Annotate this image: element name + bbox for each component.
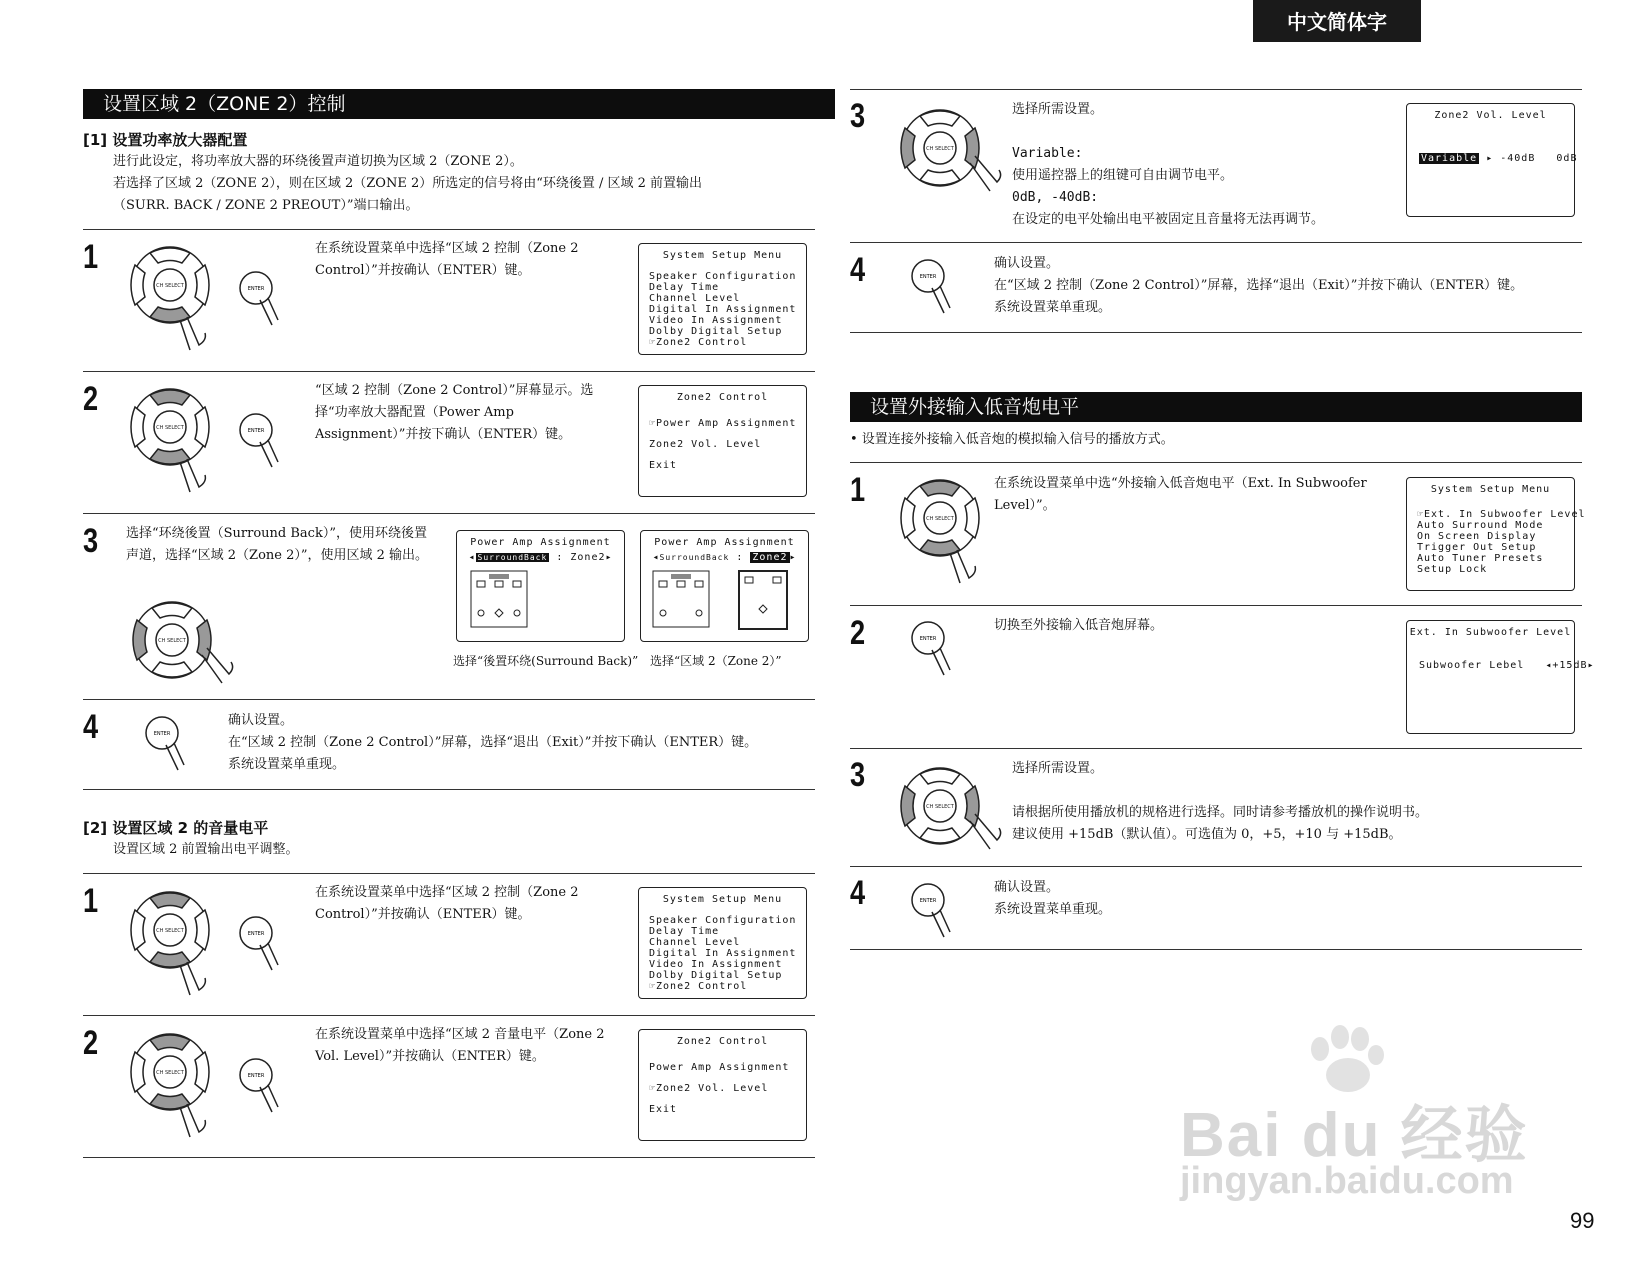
rule [83, 789, 815, 790]
language-tab: 中文简体字 [1253, 0, 1421, 42]
remote-dpad [125, 1032, 235, 1146]
svg-text:ENTER: ENTER [919, 274, 937, 280]
room-diagram-icon [469, 569, 529, 629]
caption-surround-back: 选择“後置环绕(Surround Back)” [453, 654, 639, 668]
rule [850, 748, 1582, 749]
rule [83, 873, 815, 874]
step-number: 2 [850, 614, 866, 652]
step-text: 确认设置。 在“区域 2 控制（Zone 2 Control）”屏幕，选择“退出（Exit）”并按下确认（ENTER）键。 系统设置菜单重现。 [994, 256, 1524, 315]
rule [850, 462, 1582, 463]
rule [850, 89, 1582, 90]
step-number: 2 [83, 380, 99, 418]
enter-button [238, 1057, 298, 1121]
rule [850, 605, 1582, 606]
step-number: 3 [83, 522, 99, 560]
enter-button [910, 258, 970, 322]
rule [850, 949, 1582, 950]
enter-button [910, 882, 970, 946]
svg-text:ENTER: ENTER [247, 1073, 265, 1079]
section-title-ext-subwoofer: 设置外接输入低音炮电平 [850, 392, 1582, 422]
page-number: 99 [1570, 1208, 1595, 1233]
caption-zone2: 选择“区域 2（Zone 2）” [650, 654, 782, 668]
watermark-brand: Bai du 经验 [1180, 1101, 1529, 1170]
rule [83, 371, 815, 372]
remote-dpad [895, 108, 1005, 222]
step-number: 4 [83, 708, 99, 746]
subsection-title-2: [2] 设置区域 2 的音量电平 [83, 819, 269, 837]
svg-text:ENTER: ENTER [247, 931, 265, 937]
screen-power-amp-zone2: Power Amp Assignment ◂SurroundBack : Zone2 ▸ [640, 530, 809, 642]
svg-text:ENTER: ENTER [153, 731, 171, 737]
step-text: 在系统设置菜单中选“外接输入低音炮电平（Ext. In Subwoofer Level）”。 [994, 476, 1367, 513]
enter-button [238, 270, 298, 334]
svg-text:CH SELECT: CH SELECT [158, 638, 186, 644]
svg-text:ENTER: ENTER [919, 636, 937, 642]
screen-power-amp-surroundback: Power Amp Assignment ◂ SurroundBack : Zone2▸ [456, 530, 625, 642]
step-number: 2 [83, 1024, 99, 1062]
screen-zone2-vol-level: Zone2 Vol. Level Variable ▸ -40dB 0dB [1406, 103, 1575, 217]
screen-system-setup-menu: System Setup Menu Speaker Configuration Delay Time Channel Level Digital In Assignment Video In Assignment Dolby Digital Setup ☞Zone2 Control [638, 243, 807, 355]
step-number: 1 [850, 471, 866, 509]
step-number: 4 [850, 251, 866, 289]
svg-text:CH SELECT: CH SELECT [926, 516, 954, 522]
svg-text:CH SELECT: CH SELECT [156, 425, 184, 431]
screen-zone2-control: Zone2 Control Power Amp Assignment ☞Zone2 Vol. Level Exit [638, 1029, 807, 1141]
step-text: 选择所需设置。 Variable: 使用遥控器上的组键可自由调节电平。 0dB, -40dB: 在设定的电平处输出电平被固定且音量将无法再调节。 [1012, 102, 1325, 227]
step-number: 4 [850, 874, 866, 912]
rule [83, 229, 815, 230]
remote-dpad [125, 245, 235, 359]
step-text: 在系统设置菜单中选择“区域 2 控制（Zone 2 Control）”并按确认（ENTER）键。 [315, 241, 579, 278]
svg-text:ENTER: ENTER [919, 898, 937, 904]
watermark-url: jingyan.baidu.com [1180, 1160, 1514, 1202]
svg-text:CH SELECT: CH SELECT [156, 928, 184, 934]
remote-dpad [125, 387, 235, 501]
room-diagram-icon [649, 569, 799, 633]
svg-text:ENTER: ENTER [247, 286, 265, 292]
subsection-title-1: [1] 设置功率放大器配置 [83, 131, 248, 149]
screen-zone2-control: Zone2 Control ☞Power Amp Assignment Zone2 Vol. Level Exit [638, 385, 807, 497]
rule [850, 242, 1582, 243]
step-text: “区域 2 控制（Zone 2 Control）”屏幕显示。选择“功率放大器配置（Power Amp Assignment）”并按下确认（ENTER）键。 [315, 383, 594, 442]
enter-button [238, 412, 298, 476]
svg-text:ENTER: ENTER [247, 428, 265, 434]
rule [850, 866, 1582, 867]
intro-text: 进行此设定，将功率放大器的环绕後置声道切换为区域 2（ZONE 2）。 若选择了区域 2（ZONE 2），则在区域 2（ZONE 2）所选定的信号将由“环绕後置 / 区域 2 前置输出 （SURR. BACK / ZONE 2 PREOUT）”端口输出。 [113, 154, 703, 213]
step-text: 选择“环绕後置（Surround Back）”，使用环绕後置声道，选择“区域 2（Zone 2）”，使用区域 2 输出。 [126, 526, 429, 563]
rule [83, 1157, 815, 1158]
step-text: 在系统设置菜单中选择“区域 2 控制（Zone 2 Control）”并按确认（ENTER）键。 [315, 885, 579, 922]
step-number: 1 [83, 882, 99, 920]
svg-text:CH SELECT: CH SELECT [156, 283, 184, 289]
step-text: 确认设置。 系统设置菜单重现。 [994, 880, 1112, 917]
rule [83, 699, 815, 700]
remote-dpad [125, 890, 235, 1004]
step-number: 3 [850, 97, 866, 135]
step-text: 在系统设置菜单中选择“区域 2 音量电平（Zone 2 Vol. Level）”并按确认（ENTER）键。 [315, 1027, 605, 1064]
step-text: 切换至外接输入低音炮屏幕。 [994, 618, 1164, 633]
rule [850, 332, 1582, 333]
enter-button [144, 715, 204, 779]
screen-system-setup-menu-2: System Setup Menu ☞Ext. In Subwoofer Level Auto Surround Mode On Screen Display Trigger Out Setup Auto Tuner Presets Setup Lock [1406, 477, 1575, 591]
remote-dpad [895, 478, 1005, 592]
screen-system-setup-menu: System Setup Menu Speaker Configuration Delay Time Channel Level Digital In Assignment Video In Assignment Dolby Digital Setup ☞Zone2 Control [638, 887, 807, 999]
rule [83, 513, 815, 514]
remote-dpad [895, 766, 1005, 880]
enter-button [910, 620, 970, 684]
bullet-text: • 设置连接外接输入低音炮的模拟输入信号的播放方式。 [850, 432, 1174, 447]
step-number: 3 [850, 756, 866, 794]
svg-text:CH SELECT: CH SELECT [156, 1070, 184, 1076]
intro-text: 设置区域 2 前置输出电平调整。 [113, 842, 299, 857]
svg-text:CH SELECT: CH SELECT [926, 146, 954, 152]
rule [83, 1015, 815, 1016]
section-title-zone2: 设置区域 2（ZONE 2）控制 [83, 89, 835, 119]
step-text: 确认设置。 在“区域 2 控制（Zone 2 Control）”屏幕，选择“退出（Exit）”并按下确认（ENTER）键。 系统设置菜单重现。 [228, 713, 758, 772]
screen-ext-in-subwoofer: Ext. In Subwoofer Level Subwoofer Lebel ◂+15dB▸ [1406, 620, 1575, 734]
step-number: 1 [83, 238, 99, 276]
enter-button [238, 915, 298, 979]
step-text: 选择所需设置。 请根据所使用播放机的规格进行选择。同时请参考播放机的操作说明书。 建议使用 +15dB（默认值）。可选值为 0，+5，+10 与 +15dB。 [1012, 761, 1429, 842]
svg-text:CH SELECT: CH SELECT [926, 804, 954, 810]
remote-dpad [127, 600, 237, 714]
